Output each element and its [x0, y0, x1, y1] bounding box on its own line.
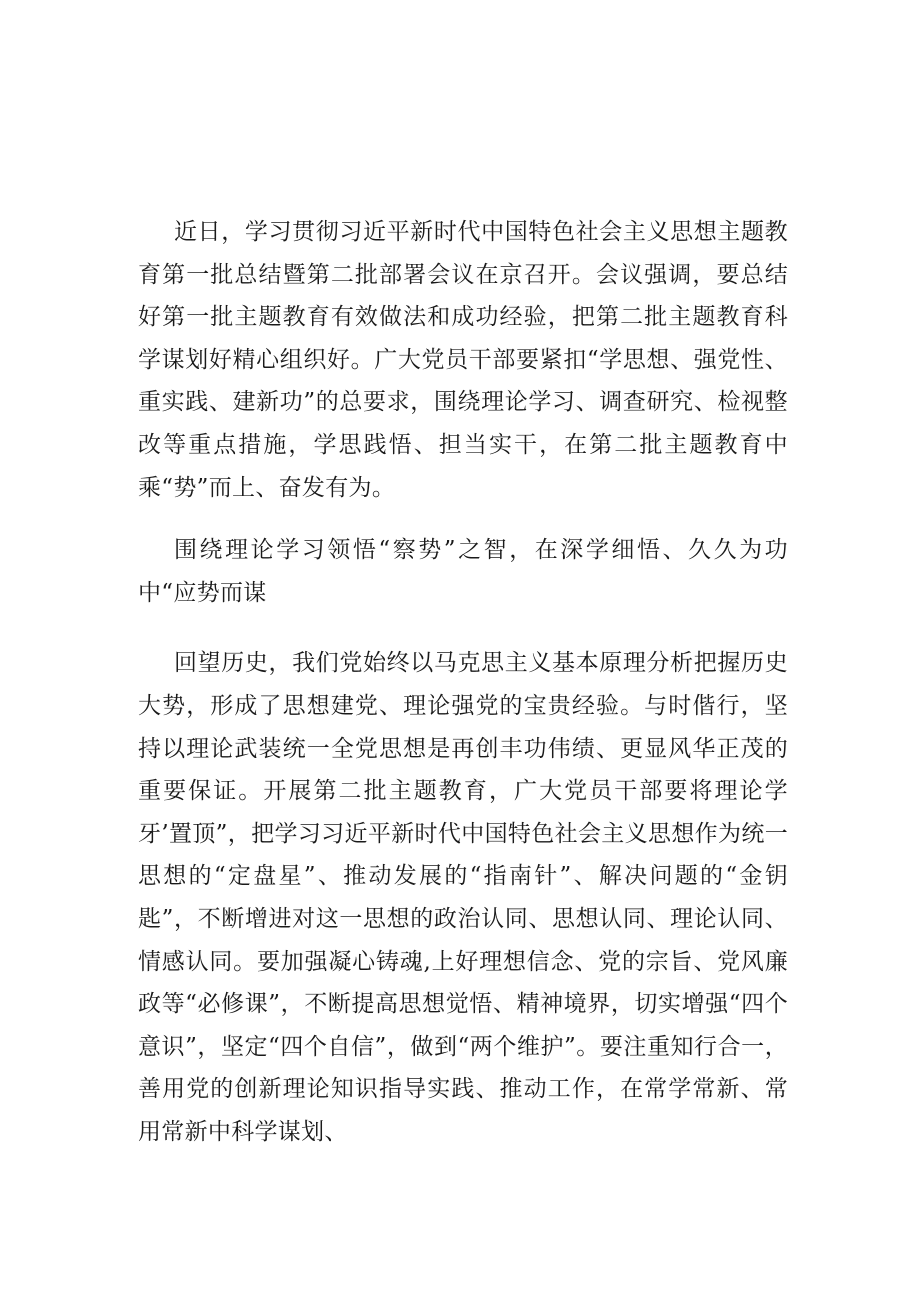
paragraph-heading: 围绕理论学习领悟“察势”之智，在深学细悟、久久为功中“应势而谋: [138, 537, 788, 606]
document-body: [138, 211, 788, 1153]
paragraph-intro: 近日，学习贯彻习近平新时代中国特色社会主义思想主题教育第一批总结暨第二批部署会议在京召开。会议强调，要总结好第一批主题教育有效做法和成功经验，把第二批主题教育科学谋划好精心组织好。广大党员干部要紧扣“学思想、强党性、重实践、建新功”的总要求，围绕理论学习、调查研究、检视整改等重点措施，学思践悟、担当实干，在第二批主题教育中乘“势”而上、奋发有为。: [138, 219, 788, 501]
paragraph-history: 回望历史，我们党始终以马克思主义基本原理分析把握历史大势，形成了思想建党、理论强党的宝贵经验。与时偕行，坚持以理论武装统一全党思想是再创丰功伟绩、更显风华正茂的重要保证。开展第二批主题教育，广大党员干部要将理论学牙’置顶”，把学习习近平新时代中国特色社会主义思想作为统一思想的“定盘星”、推动发展的“指南针”、解决问题的“金钥匙”，不断增进对这一思想的政治认同、思想认同、理论认同、情感认同。要加强凝心铸魂,上好理想信念、党的宗旨、党风廉政等“必修课”，不断提高思想觉悟、精神境界，切实增强“四个意识”，坚定“四个自信”，做到“两个维护”。要注重知行合一，善用党的创新理论知识指导实践、推动工作，在常学常新、常用常新中科学谋划、: [138, 650, 788, 1145]
